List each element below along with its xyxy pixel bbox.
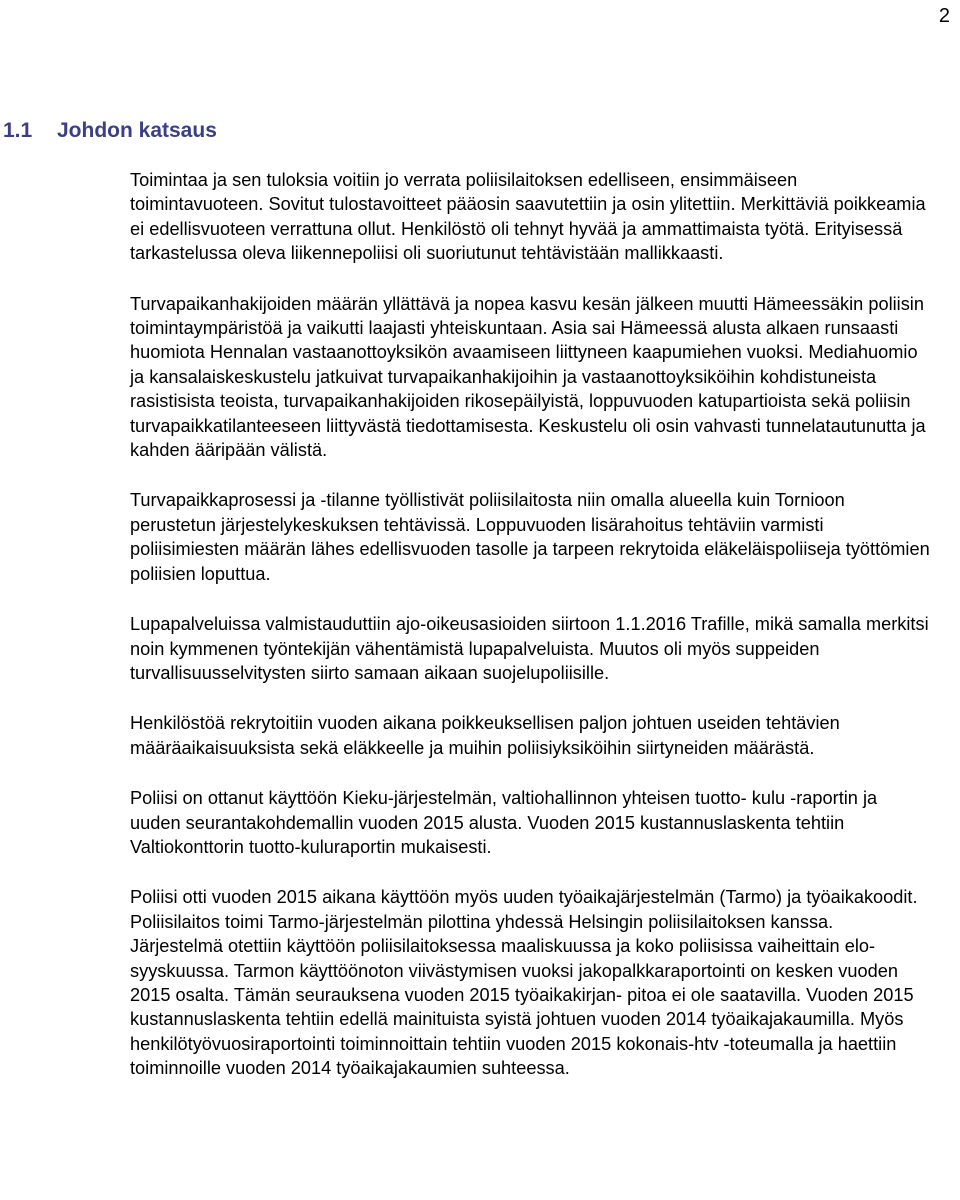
section-heading	[3, 118, 217, 144]
paragraph: Turvapaikanhakijoiden määrän yllättävä ja nopea kasvu kesän jälkeen muutti Hämeessäkin poliisin toimintaympäristöä ja vaikutti laajasti yhteiskuntaan. Asia sai Hämeessä alusta alkaen runsaasti huomiota Hennalan vastaanottoyksikön avaamiseen liittyneen kaapumiehen vuoksi. Mediahuomio ja kansalaiskeskustelu jatkuivat turvapaikanhakijoihin ja vastaanottoyksiköihin kohdistuneista rasistisista teoista, turvapaikanhakijoiden rikosepäilyistä, loppuvuoden katupartioista sekä poliisin turvapaikkatilanteeseen liittyvästä tiedottamisesta. Keskustelu oli osin vahvasti tunnelatautunutta ja kahden ääripään välistä.	[130, 293, 926, 461]
page-number: 2	[938, 5, 950, 27]
paragraph: Poliisi otti vuoden 2015 aikana käyttöön myös uuden työaikajärjestelmän (Tarmo) ja työaikakoodit. Poliisilaitos toimi Tarmo-järjestelmän pilottina yhdessä Helsingin poliisilaitoksen kanssa. Järjestelmä otettiin käyttöön poliisilaitoksessa maaliskuussa ja koko poliisissa vaiheittain elo-syyskuussa. Tarmon käyttöönoton viivästymisen vuoksi jakopalkkaraportointi on kesken vuoden 2015 osalta. Tämän seurauksena vuoden 2015 työaikakirjan- pitoa ei ole saatavilla. Vuoden 2015 kustannuslaskenta tehtiin edellä mainituista syistä johtuen vuoden 2014 työaikajakaumilla. Myös henkilötyövuosiraportointi toiminnoittain tehtiin vuoden 2015 kokonais-htv -toteumalla ja haettiin toiminnoille vuoden 2014 työaikajakaumien suhteessa.	[130, 887, 918, 1079]
section-title: Johdon katsaus	[57, 119, 217, 142]
body-text	[130, 168, 930, 1107]
paragraph: Henkilöstöä rekrytoitiin vuoden aikana poikkeuksellisen paljon johtuen useiden tehtävien määräaikaisuuksista sekä eläkkeelle ja muihin poliisiyksiköihin siirtyneiden määrästä.	[130, 713, 840, 758]
paragraph: Turvapaikkaprosessi ja -tilanne työllistivät poliisilaitosta niin omalla alueella kuin Tornioon perustetun järjestelykeskuksen tehtävissä. Loppuvuoden lisärahoitus tehtäviin varmisti poliisimiesten määrän lähes edellisvuoden tasolle ja tarpeen rekrytoida eläkeläispoliiseja työttömien poliisien loputtua.	[130, 490, 930, 584]
paragraph: Toimintaa ja sen tuloksia voitiin jo verrata poliisilaitoksen edelliseen, ensimmäiseen toimintavuoteen. Sovitut tulostavoitteet pääosin saavutettiin ja osin ylitettiin. Merkittäviä poikkeamia ei edellisvuoteen verrattuna ollut. Henkilöstö oli tehnyt hyvää ja ammattimaista työtä. Erityisessä tarkastelussa oleva liikennepoliisi oli suoriutunut tehtävistään mallikkaasti.	[130, 170, 926, 264]
section-number: 1.1	[3, 119, 33, 142]
paragraph: Lupapalveluissa valmistauduttiin ajo-oikeusasioiden siirtoon 1.1.2016 Trafille, mikä samalla merkitsi noin kymmenen työntekijän vähentämistä lupapalveluista. Muutos oli myös suppeiden turvallisuusselvitysten siirto samaan aikaan suojelupoliisille.	[130, 614, 929, 683]
paragraph: Poliisi on ottanut käyttöön Kieku-järjestelmän, valtiohallinnon yhteisen tuotto- kulu -raportin ja uuden seurantakohdemallin vuoden 2015 alusta. Vuoden 2015 kustannuslaskenta tehtiin Valtiokonttorin tuotto-kuluraportin mukaisesti.	[130, 788, 878, 857]
